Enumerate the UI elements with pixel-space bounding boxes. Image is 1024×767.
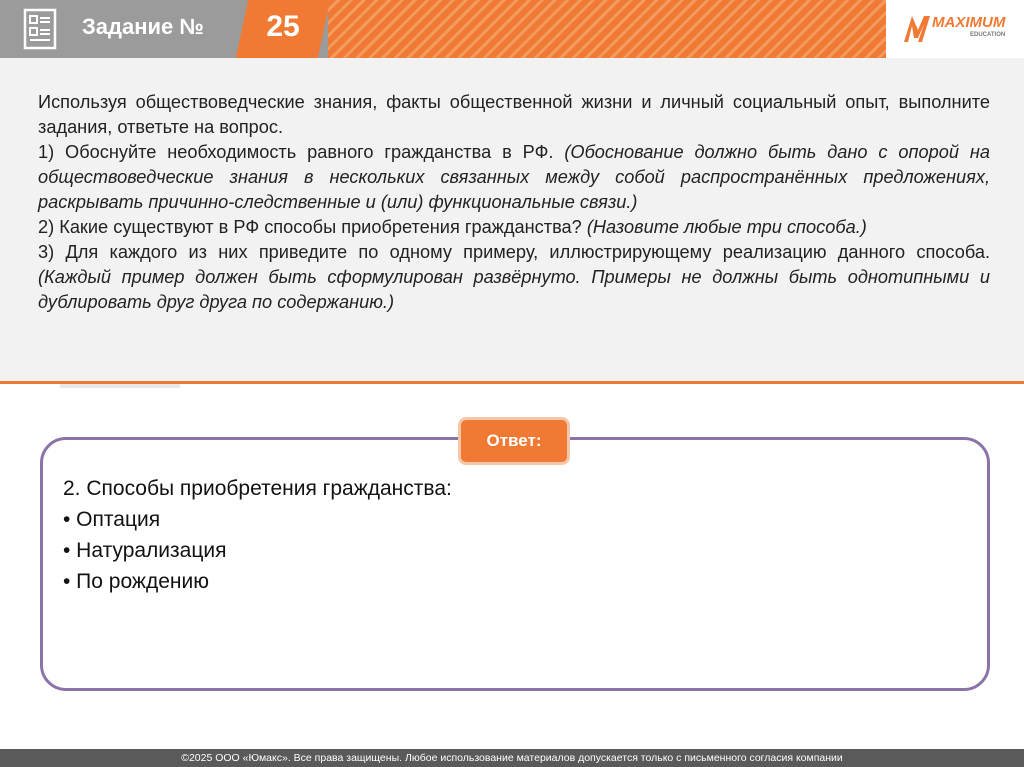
answer-item: • Оптация [63, 508, 161, 531]
copyright-footer: ©2025 ООО «Юмакс». Все права защищены. Любое использование материалов допускается только с письменного согласия компании [0, 749, 1024, 767]
logo-subtitle: EDUCATION [970, 32, 1006, 38]
logo-name: MAXIMUM [932, 14, 1006, 31]
answer-item: • По рождению [63, 570, 209, 593]
task-item-3-note: (Каждый пример должен быть сформулирован развёрнуто. Примеры не должны быть однотипными и дублировать друг друга по содержанию.) [38, 267, 990, 312]
task-item-2 [38, 215, 990, 240]
header-stripe [328, 0, 886, 58]
task-item-3 [38, 240, 990, 315]
task-item-3-text: 3) Для каждого из них приведите по одному примеру, иллюстрирующему реализацию данного способа. [38, 242, 990, 262]
task-item-2-text: 2) Какие существуют в РФ способы приобретения гражданства? [38, 217, 587, 237]
answer-content [63, 473, 452, 597]
task-number: 25 [266, 10, 300, 43]
divider-shadow [60, 384, 180, 388]
document-icon [23, 8, 57, 50]
answer-item: • Натурализация [63, 539, 227, 562]
task-item-1 [38, 140, 990, 215]
task-intro: Используя обществоведческие знания, факты общественной жизни и личный социальный опыт, выполните задания, ответьте на вопрос. [38, 92, 990, 137]
task-item-2-note: (Назовите любые три способа.) [586, 217, 867, 237]
task-item-1-note: (Обоснование должно быть дано с опорой на обществоведческие знания в нескольких связанных между собой распространённых предложениях, раскрывать причинно-следственные и (или) функциональные связи.) [38, 142, 990, 212]
task-text [38, 90, 990, 315]
maximum-logo-icon [902, 12, 932, 44]
task-item-1-text: 1) Обоснуйте необходимость равного гражданства в РФ. [38, 142, 565, 162]
answer-label: Ответ: [458, 417, 570, 465]
page-title: Задание № [82, 14, 204, 39]
answer-heading: 2. Способы приобретения гражданства: [63, 477, 452, 500]
